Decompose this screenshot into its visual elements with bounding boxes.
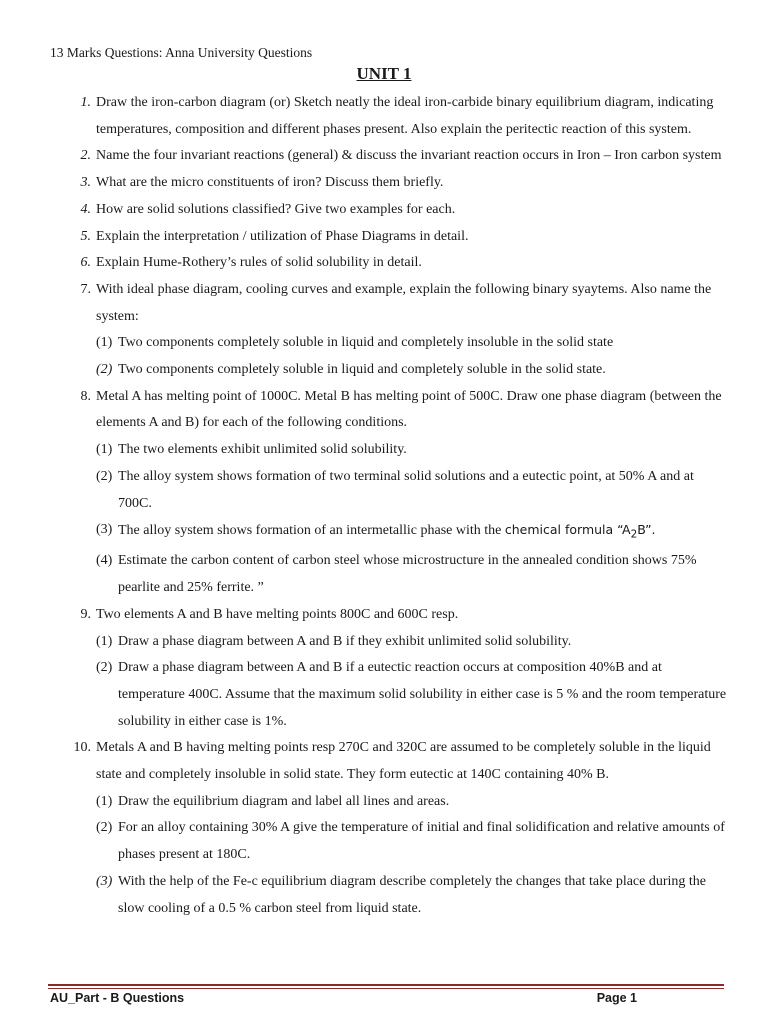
question-text: How are solid solutions classified? Give two examples for each. [96, 201, 456, 217]
sub-text: Draw the equilibrium diagram and label all lines and areas. [118, 793, 450, 809]
question-text: Two elements A and B have melting points 800C and 600C resp. [96, 606, 459, 622]
sub-number: (3) [96, 873, 113, 889]
question-text: Draw the iron-carbon diagram (or) Sketch neatly the ideal iron-carbide binary equilibrium diagram, indicating temperatures, composition and different phases present. Also explain the peritectic reaction of this system. [96, 95, 714, 137]
footer-rule-thin [48, 988, 724, 989]
question-10-sub-3 [0, 869, 768, 922]
sub-text: Two components completely soluble in liquid and completely soluble in the solid state. [118, 362, 606, 378]
footer-rule [48, 984, 724, 989]
question-10-sub-1 [0, 789, 768, 816]
question-text: Metals A and B having melting points resp 270C and 320C are assumed to be completely soluble in the liquid state and completely insoluble in solid state. They form eutectic at 140C containing 40% B. [96, 740, 711, 783]
question-text: Explain Hume-Rothery’s rules of solid solubility in detail. [96, 255, 422, 271]
question-10-sub-2 [0, 815, 768, 868]
sub-number: (1) [96, 633, 113, 649]
question-text: What are the micro constituents of iron? Discuss them briefly. [96, 175, 444, 191]
question-number: 7. [80, 281, 91, 297]
sub-text: Two components completely soluble in liquid and completely insoluble in the solid state [118, 335, 614, 351]
sub-text: With the help of the Fe-c equilibrium diagram describe completely the changes that take place during the slow cooling of a 0.5 % carbon steel from liquid state. [118, 873, 707, 916]
sub-number: (2) [96, 468, 113, 484]
sub-text: The alloy system shows formation of two terminal solid solutions and a eutectic point, at 50% A and at 700C. [118, 468, 694, 511]
sub-text: Draw a phase diagram between A and B if they exhibit unlimited solid solubility. [118, 633, 572, 649]
question-8-sub-3 [0, 517, 768, 548]
formula-text: chemical formula “A [504, 522, 631, 538]
formula-tail: B”. [637, 522, 656, 538]
footer-left-text: AU_Part - B Questions [50, 991, 185, 1005]
sub-text: Estimate the carbon content of carbon steel whose microstructure in the annealed condition shows 75% pearlite and 25% ferrite. ” [118, 553, 697, 596]
question-6 [0, 250, 768, 277]
question-8-sub-2 [0, 464, 768, 517]
sub-number: (2) [96, 660, 113, 676]
sub-text: For an alloy containing 30% A give the temperature of initial and final solidification and relative amounts of phases present at 180C. [118, 820, 725, 863]
question-1 [0, 90, 768, 143]
question-number: 2. [80, 148, 91, 164]
sub-text: Draw a phase diagram between A and B if a eutectic reaction occurs at composition 40%B and at temperature 400C. Assume that the maximum solid solubility in either case is 5 % and the room temperature solubility in either case is 1%. [118, 660, 727, 729]
sub-text: The alloy system shows formation of an intermetallic phase with the [118, 523, 505, 539]
sub-text: The two elements exhibit unlimited solid solubility. [118, 442, 407, 458]
question-3 [0, 170, 768, 197]
question-9-sub-2 [0, 655, 768, 735]
chemical-formula [504, 522, 656, 541]
question-8 [0, 384, 768, 437]
question-number: 8. [80, 388, 91, 404]
question-text: With ideal phase diagram, cooling curves and example, explain the following binary syaytems. Also name the system: [96, 281, 712, 324]
question-8-sub-1 [0, 437, 768, 464]
question-4 [0, 197, 768, 224]
sub-number: (2) [96, 820, 113, 836]
unit-title-text: UNIT 1 [356, 64, 412, 83]
question-9 [0, 602, 768, 629]
sub-number: (1) [96, 793, 113, 809]
page-header: 13 Marks Questions: Anna University Questions [50, 45, 313, 60]
question-text: Metal A has melting point of 1000C. Metal B has melting point of 500C. Draw one phase diagram (between the elements A and B) for each of the following conditions. [96, 388, 722, 431]
question-number: 5. [80, 228, 91, 244]
sub-number: (3) [96, 522, 113, 538]
page-number: Page 1 [596, 991, 637, 1005]
question-text: Name the four invariant reactions (general) & discuss the invariant reaction occurs in Iron – Iron carbon system [96, 148, 722, 164]
question-text: Explain the interpretation / utilization of Phase Diagrams in detail. [96, 228, 469, 244]
question-number: 6. [80, 255, 91, 271]
sub-number: (1) [96, 335, 113, 351]
sub-number: (1) [96, 442, 113, 458]
question-list [0, 90, 768, 922]
question-7-sub-2 [0, 357, 768, 384]
question-7-sub-1 [0, 330, 768, 357]
sub-number: (4) [96, 553, 113, 569]
question-9-sub-1 [0, 629, 768, 656]
question-number: 1. [80, 95, 91, 110]
question-number: 3. [80, 175, 91, 191]
question-10 [0, 735, 768, 788]
formula-subscript: 2 [630, 528, 638, 541]
question-8-sub-4 [0, 548, 768, 601]
question-2 [0, 143, 768, 170]
footer-rule-thick [48, 984, 724, 986]
question-7 [0, 277, 768, 330]
unit-title [0, 64, 768, 84]
question-number: 10. [73, 740, 91, 756]
sub-number: (2) [96, 362, 113, 378]
question-5 [0, 224, 768, 251]
question-number: 9. [80, 606, 91, 622]
question-number: 4. [80, 201, 91, 217]
